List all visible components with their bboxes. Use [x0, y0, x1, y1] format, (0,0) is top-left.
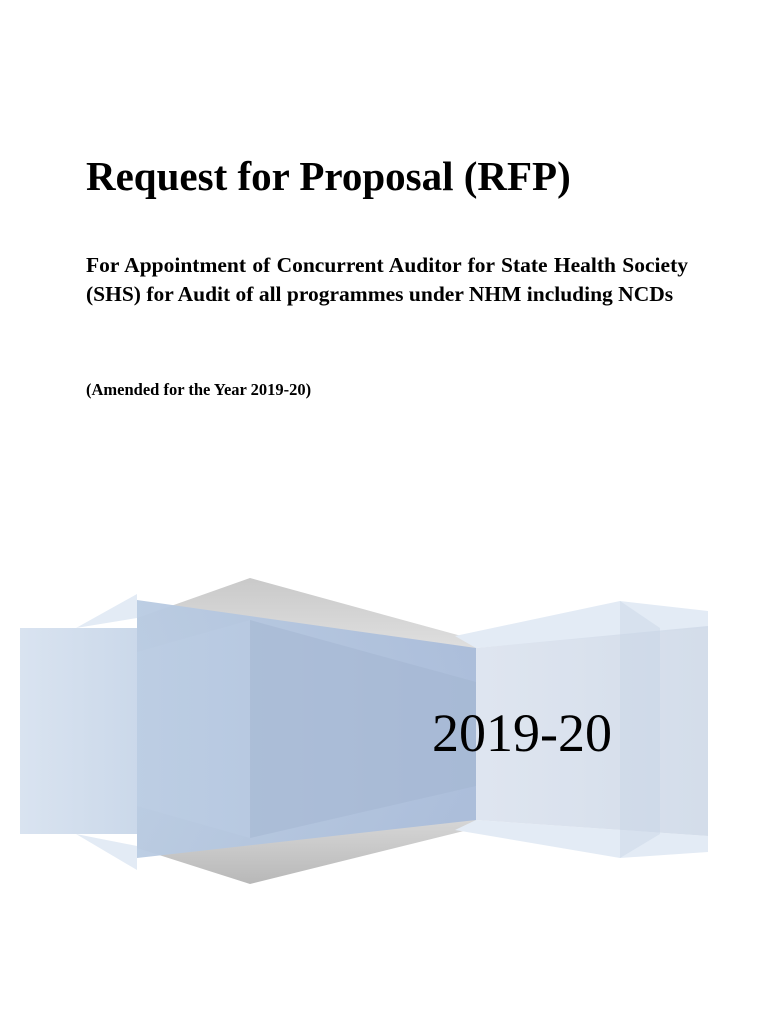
blue-flap-top-left: [76, 594, 137, 628]
year-label: 2019-20: [432, 703, 612, 763]
page-title: Request for Proposal (RFP): [86, 153, 571, 199]
left-panel: [20, 628, 137, 834]
cover-graphic: [0, 560, 770, 900]
amended-note: (Amended for the Year 2019-20): [86, 380, 312, 399]
blue-flap-bottom-left: [76, 834, 137, 870]
right-edge-fold: [620, 601, 660, 858]
document-subtitle: For Appointment of Concurrent Auditor for State Health Society (SHS) for Audit of all programmes under NHM including NCDs: [86, 253, 688, 306]
